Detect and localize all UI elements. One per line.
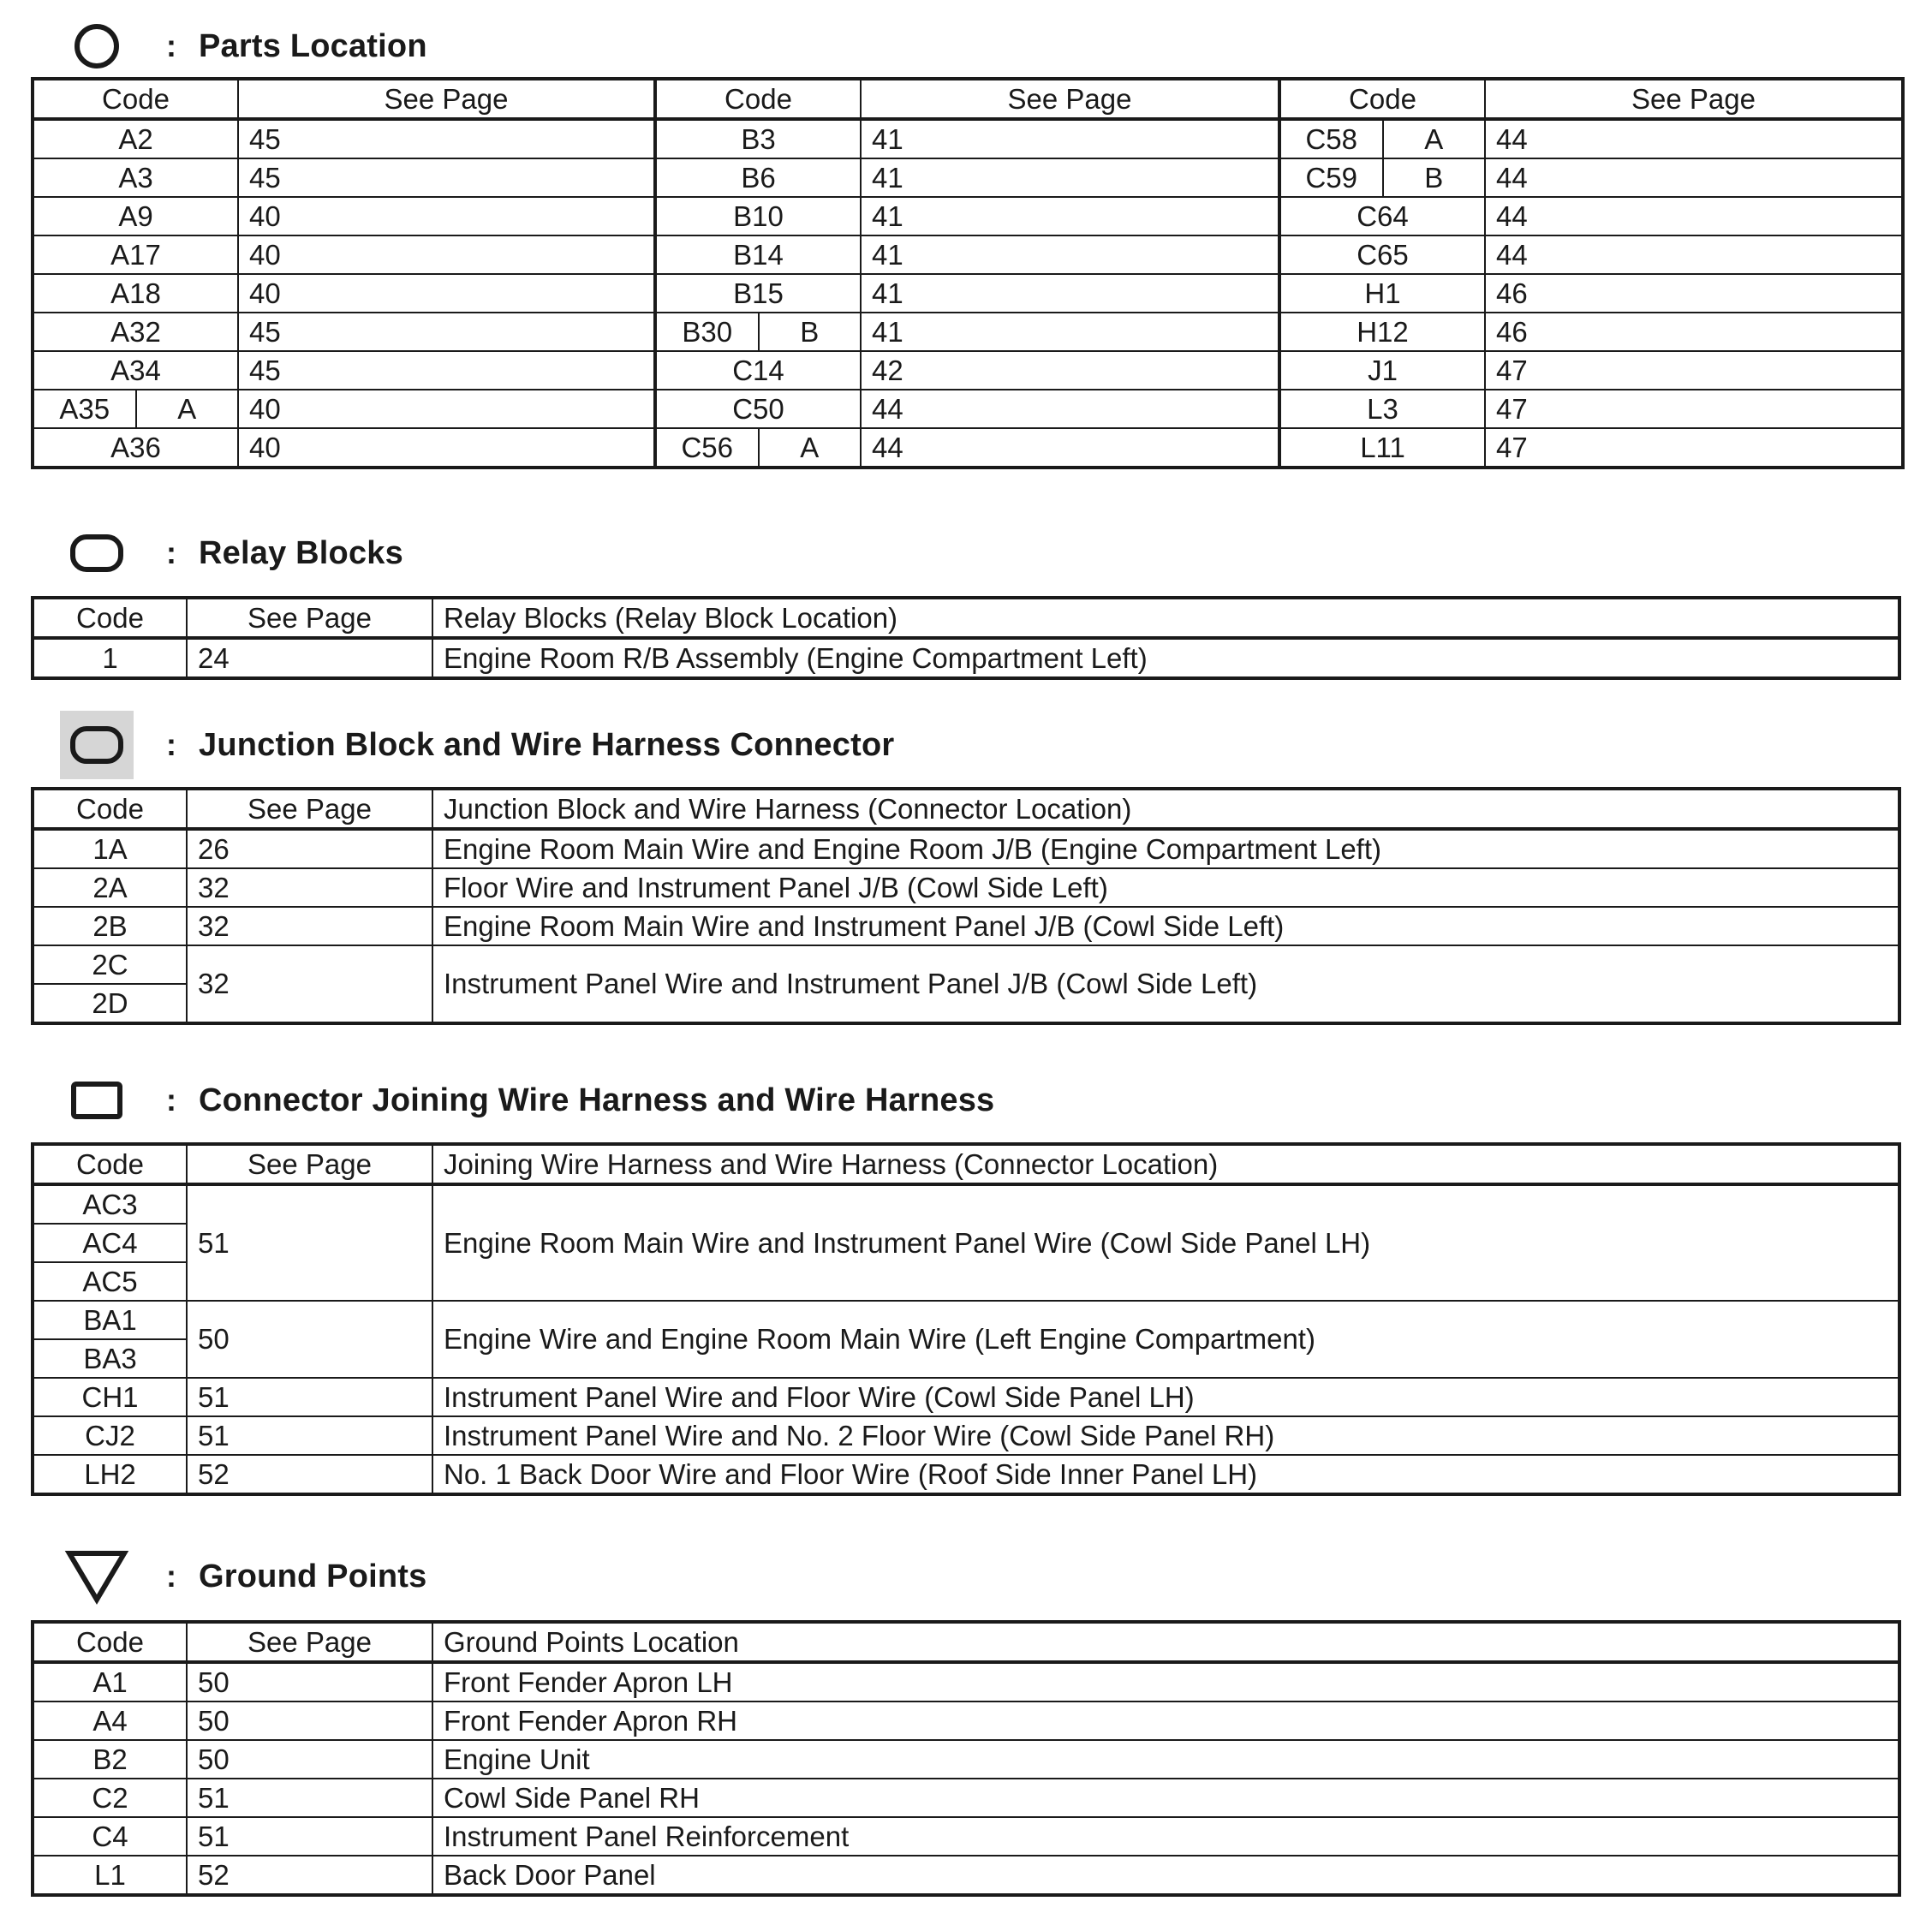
joining-connector-table — [31, 1142, 1901, 1496]
table-row — [33, 158, 1903, 197]
page-cell: 44 — [1485, 235, 1903, 274]
parts-location-table — [31, 77, 1905, 469]
code-cell: A18 — [33, 274, 238, 313]
table-row — [33, 907, 1899, 945]
page-cell: 40 — [238, 390, 655, 428]
page-cell: 45 — [238, 158, 655, 197]
table-row — [33, 119, 1903, 158]
code-cell — [1279, 158, 1485, 197]
page-cell: 26 — [187, 829, 432, 868]
code-cell — [1279, 119, 1485, 158]
code-cell: 2C — [33, 945, 187, 984]
page-cell: 42 — [861, 351, 1279, 390]
code-cell: C4 — [33, 1817, 187, 1856]
page-cell: 40 — [238, 428, 655, 468]
code-value: B30 — [657, 313, 760, 350]
table-row — [33, 1416, 1899, 1455]
table-row — [33, 1184, 1899, 1224]
code-cell: A2 — [33, 119, 238, 158]
section-title: Ground Points — [199, 1558, 427, 1594]
connector-letter: B — [1424, 161, 1444, 194]
section-title: Relay Blocks — [199, 534, 403, 571]
table-row — [33, 1779, 1899, 1817]
header-description: Relay Blocks (Relay Block Location) — [432, 598, 1899, 638]
rounded-rect-icon — [60, 519, 134, 587]
page-cell: 51 — [187, 1378, 432, 1416]
code-split — [34, 390, 237, 427]
description-cell: Engine Wire and Engine Room Main Wire (Left Engine Compartment) — [432, 1301, 1899, 1378]
code-cell: LH2 — [33, 1455, 187, 1494]
page-cell: 46 — [1485, 274, 1903, 313]
page-cell: 51 — [187, 1779, 432, 1817]
table-row — [33, 390, 1903, 428]
table-header-row — [33, 789, 1899, 829]
header-see-page: See Page — [187, 789, 432, 829]
ground-points-header — [60, 1542, 426, 1611]
page-cell: 41 — [861, 274, 1279, 313]
header-description: Junction Block and Wire Harness (Connector Location) — [432, 789, 1899, 829]
code-cell: C2 — [33, 1779, 187, 1817]
description-cell: Engine Unit — [432, 1740, 1899, 1779]
section-title: Junction Block and Wire Harness Connector — [199, 726, 895, 763]
page-cell: 44 — [1485, 119, 1903, 158]
code-cell — [33, 390, 238, 428]
code-cell: A9 — [33, 197, 238, 235]
table-header-row — [33, 598, 1899, 638]
code-cell: B15 — [655, 274, 861, 313]
section-colon: : — [166, 1558, 176, 1594]
page-cell: 32 — [187, 945, 432, 1023]
junction-block-header — [60, 711, 894, 779]
header-see-page: See Page — [187, 1144, 432, 1184]
code-cell: B6 — [655, 158, 861, 197]
relay-blocks-table — [31, 596, 1901, 680]
code-cell — [655, 313, 861, 351]
header-code: Code — [655, 79, 861, 119]
table-row — [33, 351, 1903, 390]
code-cell: B10 — [655, 197, 861, 235]
table-row — [33, 428, 1903, 468]
page-cell: 44 — [1485, 197, 1903, 235]
page-cell: 45 — [238, 351, 655, 390]
table-row — [33, 1455, 1899, 1494]
code-value: C56 — [657, 429, 760, 466]
description-cell: Engine Room Main Wire and Instrument Panel J/B (Cowl Side Left) — [432, 907, 1899, 945]
code-cell: B2 — [33, 1740, 187, 1779]
code-cell: J1 — [1279, 351, 1485, 390]
code-cell: AC3 — [33, 1184, 187, 1224]
header-code: Code — [1279, 79, 1485, 119]
page-cell: 45 — [238, 119, 655, 158]
description-cell: Back Door Panel — [432, 1856, 1899, 1895]
page-cell: 41 — [861, 119, 1279, 158]
section-title: Parts Location — [199, 27, 427, 64]
description-cell: Cowl Side Panel RH — [432, 1779, 1899, 1817]
page-cell: 52 — [187, 1455, 432, 1494]
table-row — [33, 638, 1899, 678]
header-see-page: See Page — [1485, 79, 1903, 119]
code-split — [1281, 121, 1484, 158]
header-description: Ground Points Location — [432, 1622, 1899, 1662]
page-cell: 32 — [187, 868, 432, 907]
page-cell: 52 — [187, 1856, 432, 1895]
table-row — [33, 1662, 1899, 1702]
code-cell: CJ2 — [33, 1416, 187, 1455]
table-row — [33, 868, 1899, 907]
description-cell: No. 1 Back Door Wire and Floor Wire (Roof Side Inner Panel LH) — [432, 1455, 1899, 1494]
table-row — [33, 1378, 1899, 1416]
page-cell: 46 — [1485, 313, 1903, 351]
table-row — [33, 1817, 1899, 1856]
code-cell: AC4 — [33, 1224, 187, 1262]
page-cell: 51 — [187, 1817, 432, 1856]
code-cell: BA1 — [33, 1301, 187, 1339]
table-row — [33, 945, 1899, 984]
code-split — [657, 429, 860, 466]
page-cell: 41 — [861, 158, 1279, 197]
page-cell: 50 — [187, 1740, 432, 1779]
header-code: Code — [33, 1144, 187, 1184]
code-value: A35 — [34, 390, 137, 427]
page-cell: 50 — [187, 1662, 432, 1702]
page-cell: 41 — [861, 235, 1279, 274]
page-cell: 51 — [187, 1416, 432, 1455]
page-cell: 44 — [861, 390, 1279, 428]
header-code: Code — [33, 789, 187, 829]
page-cell: 40 — [238, 235, 655, 274]
description-cell: Floor Wire and Instrument Panel J/B (Cowl Side Left) — [432, 868, 1899, 907]
code-split — [1281, 159, 1484, 196]
code-cell: A3 — [33, 158, 238, 197]
table-row — [33, 235, 1903, 274]
description-cell: Front Fender Apron RH — [432, 1702, 1899, 1740]
code-cell: A32 — [33, 313, 238, 351]
code-cell: A36 — [33, 428, 238, 468]
page-cell: 44 — [861, 428, 1279, 468]
code-cell: B3 — [655, 119, 861, 158]
code-cell: 2D — [33, 984, 187, 1023]
code-cell: L11 — [1279, 428, 1485, 468]
table-header-row — [33, 1622, 1899, 1662]
header-code: Code — [33, 1622, 187, 1662]
code-cell: A4 — [33, 1702, 187, 1740]
section-title: Connector Joining Wire Harness and Wire Harness — [199, 1082, 995, 1118]
code-cell: 2B — [33, 907, 187, 945]
triangle-down-icon — [60, 1542, 134, 1611]
page-cell: 45 — [238, 313, 655, 351]
description-cell: Front Fender Apron LH — [432, 1662, 1899, 1702]
ground-points-table — [31, 1620, 1901, 1897]
circle-icon — [60, 12, 134, 80]
code-cell: A34 — [33, 351, 238, 390]
description-cell: Instrument Panel Wire and Floor Wire (Cowl Side Panel LH) — [432, 1378, 1899, 1416]
table-row — [33, 1301, 1899, 1339]
code-cell: BA3 — [33, 1339, 187, 1378]
page-cell: 41 — [861, 313, 1279, 351]
code-cell: 1A — [33, 829, 187, 868]
table-row — [33, 829, 1899, 868]
header-see-page: See Page — [238, 79, 655, 119]
description-cell: Engine Room R/B Assembly (Engine Compartment Left) — [432, 638, 1899, 678]
code-cell: C64 — [1279, 197, 1485, 235]
code-cell: H1 — [1279, 274, 1485, 313]
code-cell: L1 — [33, 1856, 187, 1895]
code-cell: B14 — [655, 235, 861, 274]
table-header-row — [33, 1144, 1899, 1184]
page-cell: 51 — [187, 1184, 432, 1301]
code-cell — [655, 428, 861, 468]
page-cell: 47 — [1485, 351, 1903, 390]
connector-letter: A — [800, 431, 820, 463]
header-code: Code — [33, 79, 238, 119]
joining-connector-header — [60, 1066, 994, 1135]
header-code: Code — [33, 598, 187, 638]
code-cell: L3 — [1279, 390, 1485, 428]
section-colon: : — [166, 535, 176, 570]
table-row — [33, 1702, 1899, 1740]
header-description: Joining Wire Harness and Wire Harness (Connector Location) — [432, 1144, 1899, 1184]
page-cell: 32 — [187, 907, 432, 945]
header-see-page: See Page — [187, 598, 432, 638]
connector-letter: A — [1424, 122, 1444, 155]
shaded-rounded-rect-icon — [60, 711, 134, 779]
connector-letter: A — [177, 392, 197, 425]
code-cell: 1 — [33, 638, 187, 678]
code-cell: H12 — [1279, 313, 1485, 351]
section-colon: : — [166, 727, 176, 762]
code-cell: CH1 — [33, 1378, 187, 1416]
connector-letter: B — [800, 315, 820, 348]
rectangle-icon — [60, 1066, 134, 1135]
page-cell: 24 — [187, 638, 432, 678]
code-cell: AC5 — [33, 1262, 187, 1301]
table-row — [33, 197, 1903, 235]
section-colon: : — [166, 1082, 176, 1117]
page-cell: 40 — [238, 197, 655, 235]
code-value: C58 — [1281, 121, 1384, 158]
description-cell: Instrument Panel Wire and Instrument Panel J/B (Cowl Side Left) — [432, 945, 1899, 1023]
header-see-page: See Page — [861, 79, 1279, 119]
parts-location-header — [60, 12, 427, 80]
table-row — [33, 1740, 1899, 1779]
description-cell: Engine Room Main Wire and Engine Room J/B (Engine Compartment Left) — [432, 829, 1899, 868]
page-cell: 44 — [1485, 158, 1903, 197]
description-cell: Engine Room Main Wire and Instrument Panel Wire (Cowl Side Panel LH) — [432, 1184, 1899, 1301]
page-cell: 47 — [1485, 428, 1903, 468]
code-cell: A17 — [33, 235, 238, 274]
junction-block-table — [31, 787, 1901, 1025]
code-cell: C65 — [1279, 235, 1485, 274]
relay-blocks-header — [60, 519, 403, 587]
code-cell: C50 — [655, 390, 861, 428]
page-cell: 41 — [861, 197, 1279, 235]
description-cell: Instrument Panel Reinforcement — [432, 1817, 1899, 1856]
code-value: C59 — [1281, 159, 1384, 196]
table-row — [33, 274, 1903, 313]
page-cell: 50 — [187, 1702, 432, 1740]
page-cell: 50 — [187, 1301, 432, 1378]
code-cell: A1 — [33, 1662, 187, 1702]
code-split — [657, 313, 860, 350]
page-cell: 40 — [238, 274, 655, 313]
table-row — [33, 1856, 1899, 1895]
header-see-page: See Page — [187, 1622, 432, 1662]
page-cell: 47 — [1485, 390, 1903, 428]
code-cell: 2A — [33, 868, 187, 907]
code-cell: C14 — [655, 351, 861, 390]
description-cell: Instrument Panel Wire and No. 2 Floor Wire (Cowl Side Panel RH) — [432, 1416, 1899, 1455]
section-colon: : — [166, 28, 176, 63]
table-header-row — [33, 79, 1903, 119]
table-row — [33, 313, 1903, 351]
